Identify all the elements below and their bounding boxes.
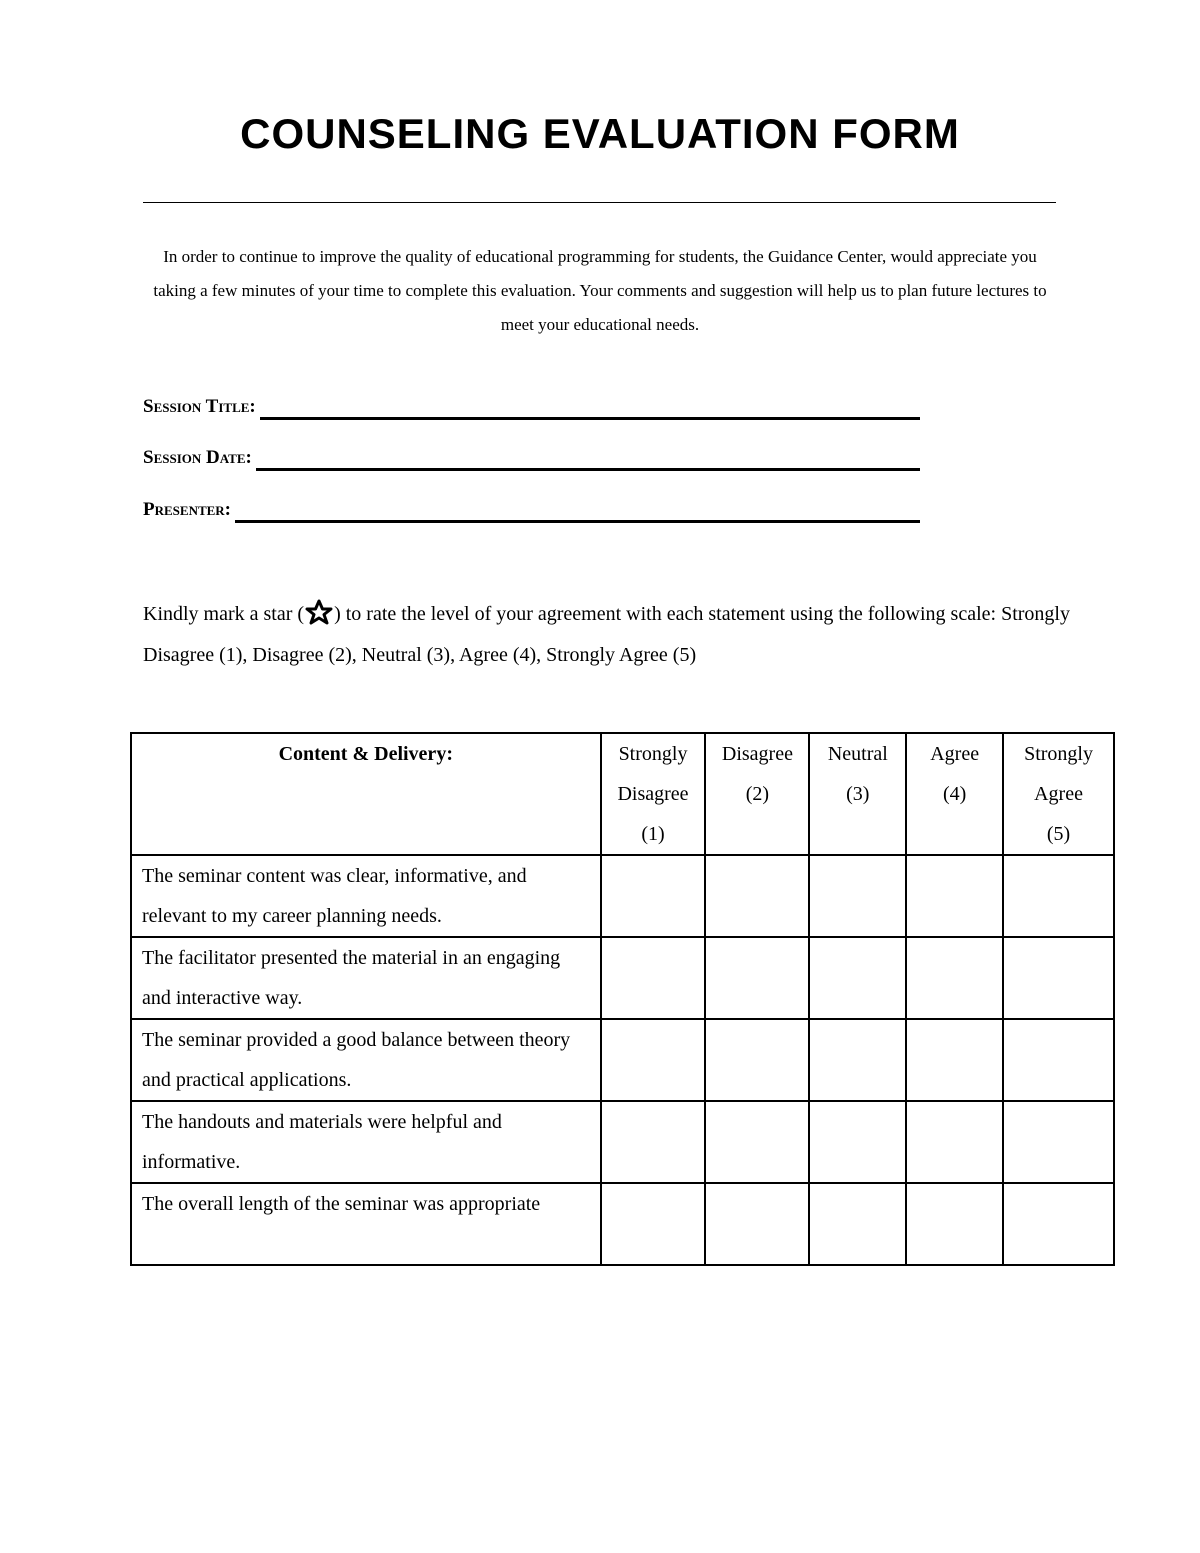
statement-cell: The facilitator presented the material in an engaging and interactive way.	[131, 937, 601, 1019]
title-divider	[143, 202, 1056, 203]
rating-cell-3[interactable]	[809, 1019, 906, 1101]
session-date-field	[143, 443, 920, 471]
instructions-text-after: ) to rate the level of your agreement with each statement using the following scale: Strongly Disagree (1), Disagree (2), Neutral (3), Agree (4), Strongly Agree (5)	[143, 603, 1070, 666]
header-strongly-agree: Strongly Agree (5)	[1003, 733, 1114, 855]
header-agree: Agree (4)	[906, 733, 1003, 855]
rating-cell-4[interactable]	[906, 1101, 1003, 1183]
rating-cell-3[interactable]	[809, 1101, 906, 1183]
statement-cell: The seminar provided a good balance between theory and practical applications.	[131, 1019, 601, 1101]
statement-cell: The handouts and materials were helpful and informative.	[131, 1101, 601, 1183]
instructions-text-before: Kindly mark a star (	[143, 603, 305, 625]
presenter-field	[143, 495, 920, 523]
rating-cell-3[interactable]	[809, 937, 906, 1019]
presenter-label: Presenter:	[143, 499, 232, 520]
session-title-label: Session Title:	[143, 396, 256, 417]
rating-cell-3[interactable]	[809, 855, 906, 937]
rating-cell-1[interactable]	[601, 855, 706, 937]
table-row	[131, 937, 1114, 1019]
rating-cell-1[interactable]	[601, 937, 706, 1019]
rating-cell-2[interactable]	[705, 855, 809, 937]
table-row	[131, 1183, 1114, 1265]
header-neutral: Neutral (3)	[809, 733, 906, 855]
rating-cell-2[interactable]	[705, 1101, 809, 1183]
rating-cell-2[interactable]	[705, 1183, 809, 1265]
header-strongly-disagree: Strongly Disagree (1)	[601, 733, 706, 855]
session-title-input-line[interactable]	[260, 389, 920, 420]
table-row	[131, 855, 1114, 937]
table-row	[131, 1101, 1114, 1183]
rating-cell-4[interactable]	[906, 1019, 1003, 1101]
rating-cell-4[interactable]	[906, 855, 1003, 937]
rating-cell-1[interactable]	[601, 1101, 706, 1183]
star-icon	[304, 599, 334, 625]
rating-cell-5[interactable]	[1003, 937, 1114, 1019]
rating-cell-2[interactable]	[705, 937, 809, 1019]
session-date-input-line[interactable]	[256, 440, 920, 471]
session-date-label: Session Date:	[143, 447, 252, 468]
statement-cell: The seminar content was clear, informative, and relevant to my career planning needs.	[131, 855, 601, 937]
rating-cell-3[interactable]	[809, 1183, 906, 1265]
rating-cell-5[interactable]	[1003, 855, 1114, 937]
rating-cell-1[interactable]	[601, 1183, 706, 1265]
rating-cell-2[interactable]	[705, 1019, 809, 1101]
rating-cell-4[interactable]	[906, 937, 1003, 1019]
presenter-input-line[interactable]	[235, 492, 920, 523]
rating-cell-5[interactable]	[1003, 1101, 1114, 1183]
session-title-field	[143, 392, 920, 420]
table-header-row	[131, 733, 1114, 855]
table-row	[131, 1019, 1114, 1101]
rating-cell-1[interactable]	[601, 1019, 706, 1101]
header-disagree: Disagree (2)	[705, 733, 809, 855]
header-content-delivery: Content & Delivery:	[131, 733, 601, 855]
statement-cell: The overall length of the seminar was appropriate	[131, 1183, 601, 1265]
rating-table	[130, 732, 1115, 1266]
rating-cell-5[interactable]	[1003, 1019, 1114, 1101]
rating-instructions	[143, 594, 1083, 676]
intro-paragraph: In order to continue to improve the quality of educational programming for students, the Guidance Center, would appreciate you taking a few minutes of your time to complete this evaluation. Your comments and suggestion will help us to plan future lectures to meet your educational needs.	[153, 247, 1047, 334]
page-title: COUNSELING EVALUATION FORM	[240, 110, 960, 157]
rating-cell-5[interactable]	[1003, 1183, 1114, 1265]
rating-cell-4[interactable]	[906, 1183, 1003, 1265]
